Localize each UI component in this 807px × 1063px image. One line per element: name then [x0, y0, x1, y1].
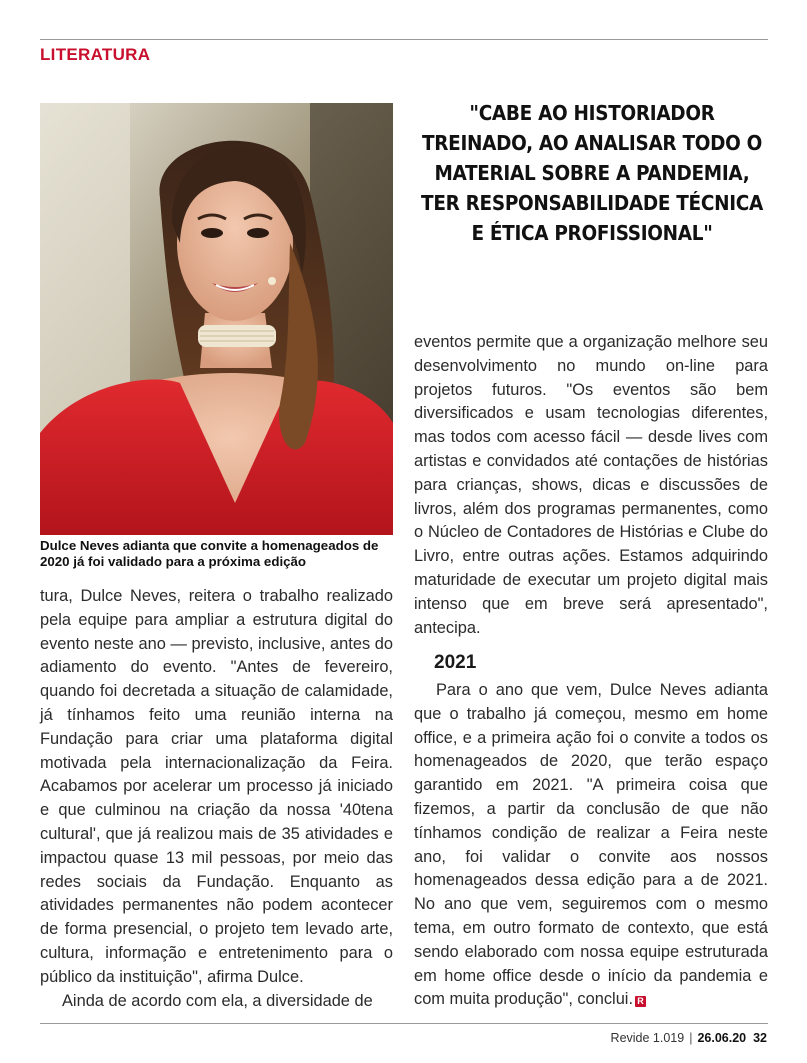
body-paragraph: Ainda de acordo com ela, a diversidade de: [62, 991, 373, 1010]
photo-caption: Dulce Neves adianta que convite a homenageados de 2020 já foi validado para a próxima edição: [40, 538, 379, 569]
body-paragraph: tura, Dulce Neves, reitera o trabalho realizado pela equipe para ampliar a estrutura digital do evento neste ano — previsto, inclusive, antes do adiamento do evento. "Antes de fevereiro, quando foi decretada a situação de calamidade, já tínhamos feito uma reunião interna na Fundação para criar uma plataforma digital motivada pela internacionalização da Feira. Acabamos por acelerar um processo já iniciado e que culminou na criação da nossa '40tena cultural', que já realizou mais de 35 atividades e impactou quase 13 mil pessoas, por meio das redes sociais da Fundação. Enquanto as atividades permanentes não podem acontecer de forma presencial, o projeto tem levado arte, cultura, informação e entretenimento para o público da instituição", afirma Dulce.: [40, 587, 393, 986]
magazine-issue: Revide 1.019: [610, 1031, 685, 1045]
right-column-top: [414, 331, 768, 640]
footer-separator: |: [689, 1031, 693, 1045]
body-paragraph-text: Para o ano que vem, Dulce Neves adianta que o trabalho já começou, mesmo em home office, e a primeira ação foi o convite a todos os homenageados de 2020, que terão espaço garantido em 2021. "A primeira coisa que fizemos, a partir da conclusão de que não tínhamos condição de realizar a Feira neste ano, foi validar o convite aos nossos homenageados dessa edição para a de 2021. No ano que vem, seguiremos com o mesmo tema, em outro formato de contexto, que está sendo elaborado com nossa equipe estruturada em home office desde o início da pandemia e com muita produção", conclui.: [414, 681, 768, 1009]
end-mark-icon: R: [635, 996, 646, 1007]
subheading: 2021: [434, 652, 477, 673]
top-rule: [40, 39, 768, 40]
page-footer: [611, 1031, 767, 1045]
bottom-rule: [40, 1023, 768, 1024]
portrait-photo: [40, 103, 393, 535]
page-number: 32: [753, 1031, 767, 1045]
right-column-bottom: [414, 679, 768, 1012]
left-column: [40, 585, 393, 1013]
body-paragraph: [414, 679, 768, 1012]
issue-date: 26.06.20: [697, 1031, 747, 1045]
section-label: LITERATURA: [40, 45, 151, 64]
pull-quote: "CABE AO HISTORIADOR TREINADO, AO ANALISAR TODO O MATERIAL SOBRE A PANDEMIA, TER RESPONSABILIDADE TÉCNICA E ÉTICA PROFISSIONAL": [421, 101, 763, 245]
body-paragraph: eventos permite que a organização melhore seu desenvolvimento no mundo on-line para projetos futuros. "Os eventos são bem diversificados e usam tecnologias diferentes, mas todos com acesso fácil — desde lives com artistas e convidados até contações de histórias para crianças, shows, dicas e discussões de livros, além dos programas permanentes, como o Núcleo de Contadores de Histórias e Clube do Livro, entre outras ações. Estamos adquirindo maturidade de executar um projeto digital mais intenso que em breve será apresentado", antecipa.: [414, 333, 768, 637]
